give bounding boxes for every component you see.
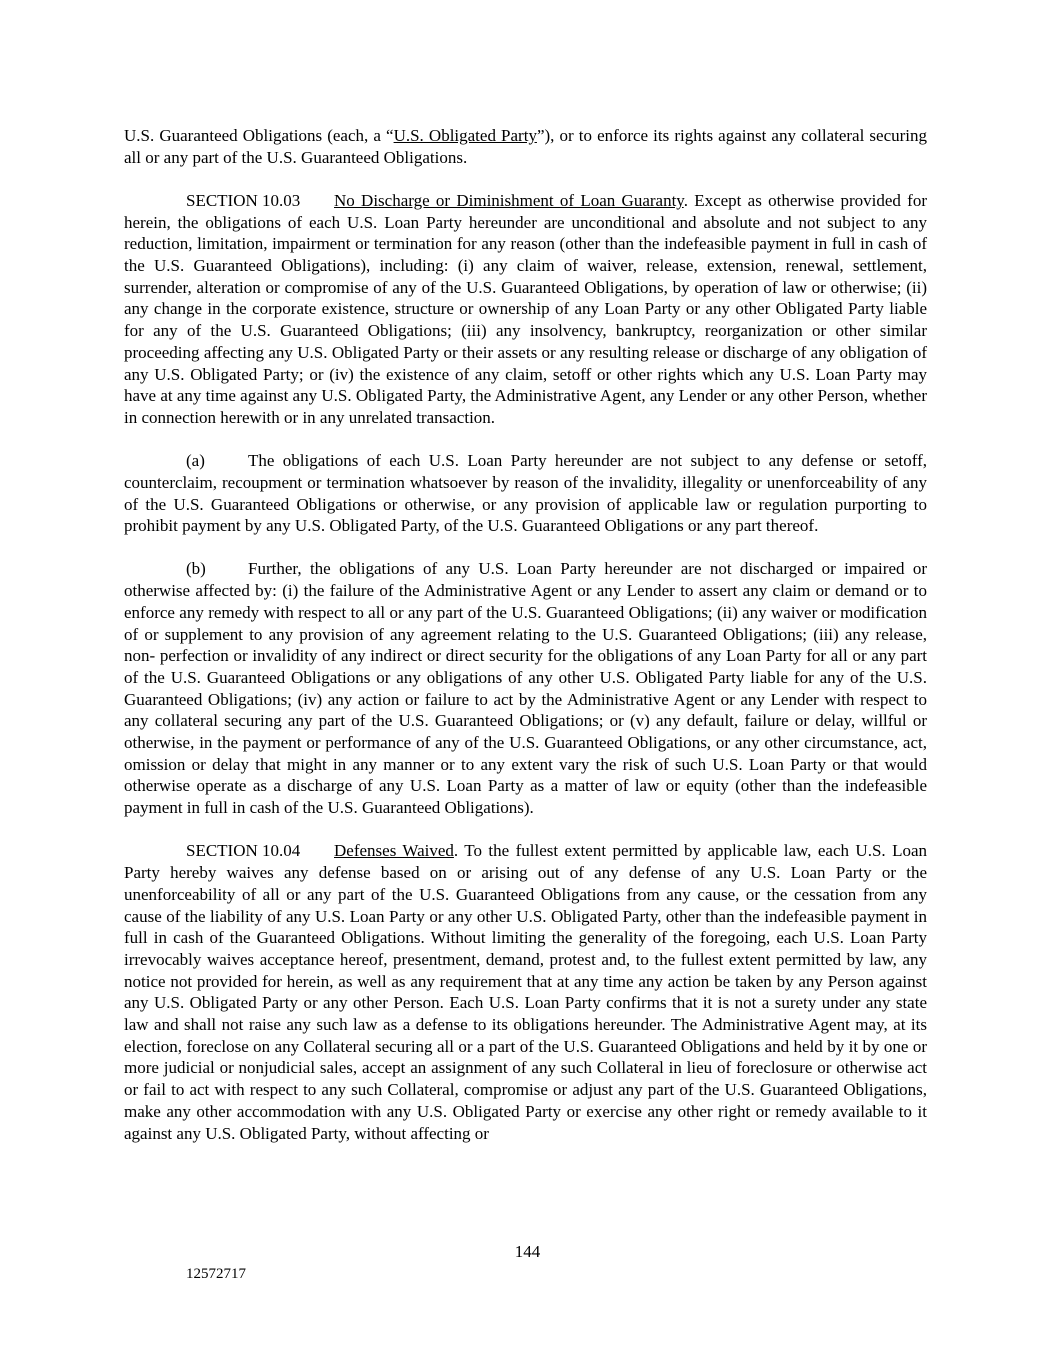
continuation-pre: U.S. Guaranteed Obligations (each, a “	[124, 126, 394, 145]
section-10-04-paragraph	[124, 840, 927, 1144]
clause-a-body: The obligations of each U.S. Loan Party hereunder are not subject to any defense or setoff, counterclaim, recoupment or termination whatsoever by reason of the invalidity, illegality or unenforceability of any of the U.S. Guaranteed Obligations or otherwise, or any provision of applicable law or regulation purporting to prohibit payment by any U.S. Obligated Party, of the U.S. Guaranteed Obligations or any part thereof.	[124, 451, 927, 536]
section-10-03-title: No Discharge or Diminishment of Loan Guaranty	[334, 190, 684, 210]
section-10-04-number: SECTION 10.04	[186, 841, 301, 861]
clause-a-label: (a)	[186, 451, 205, 471]
continuation-paragraph	[124, 125, 927, 168]
section-10-04-body: . To the fullest extent permitted by applicable law, each U.S. Loan Party hereby waives any defense based on or arising out of any defense of any U.S. Loan Party or the unenforceability of all or any part of the U.S. Guaranteed Obligations from any cause, or the cessation from any cause of the liability of any U.S. Loan Party or any other U.S. Obligated Party, other than the indefeasible payment in full in cash of the Guaranteed Obligations. Without limiting the generality of the foregoing, each U.S. Loan Party irrevocably waives acceptance hereof, presentment, demand, protest and, to the fullest extent permitted by law, any notice not provided for herein, as well as any requirement that at any time any action be taken by any Person against any U.S. Obligated Party or any other Person. Each U.S. Loan Party confirms that it is not a surety under any state law and shall not raise any such law as a defense to its obligations hereunder. The Administrative Agent may, at its election, foreclose on any Collateral securing all or a part of the U.S. Guaranteed Obligations and held by it by one or more judicial or nonjudicial sales, accept an assignment of any such Collateral in lieu of foreclosure or otherwise act or fail to act with respect to any such Collateral, compromise or adjust any part of the U.S. Guaranteed Obligations, make any other accommodation with any U.S. Obligated Party or exercise any other right or remedy available to it against any U.S. Obligated Party, without affecting or	[124, 841, 927, 1143]
section-10-03-paragraph	[124, 190, 927, 429]
clause-b-label: (b)	[186, 559, 206, 579]
section-10-03-number: SECTION 10.03	[186, 190, 301, 210]
continuation-post: ”), or to enforce its rights against any collateral securing all or any part of the U.S. Guaranteed Obligations.	[124, 126, 928, 167]
section-10-03-body: . Except as otherwise provided for herein, the obligations of each U.S. Loan Party hereunder are unconditional and absolute and not subject to any reduction, limitation, impairment or termination for any reason (other than the indefeasible payment in full in cash of the U.S. Guaranteed Obligations), including: (i) any claim of waiver, release, extension, renewal, settlement, surrender, alteration or compromise of any of the U.S. Guaranteed Obligations, by operation of law or otherwise; (ii) any change in the corporate existence, structure or ownership of any Loan Party or any other Obligated Party liable for any of the U.S. Guaranteed Obligations; (iii) any insolvency, bankruptcy, reorganization or other similar proceeding affecting any U.S. Obligated Party or their assets or any resulting release or discharge of any obligation of any U.S. Obligated Party; or (iv) the existence of any claim, setoff or other rights which any U.S. Loan Party may have at any time against any U.S. Obligated Party, the Administrative Agent, any Lender or any other Person, whether in connection herewith or in any unrelated transaction.	[124, 190, 927, 427]
document-id: 12572717	[186, 1266, 246, 1282]
defined-term-us-obligated-party: U.S. Obligated Party	[393, 126, 537, 145]
clause-b-body: Further, the obligations of any U.S. Loan Party hereunder are not discharged or impaired or otherwise affected by: (i) the failure of the Administrative Agent or any Lender to assert any claim or demand or to enforce any remedy with respect to all or any part of the U.S. Guaranteed Obligations; (ii) any waiver or modification of or supplement to any provision of any agreement relating to the U.S. Guaranteed Obligations; (iii) any release, non- perfection or invalidity of any indirect or direct security for the obligations of any Loan Party for all or any part of the U.S. Guaranteed Obligations or any obligations of any other U.S. Obligated Party liable for any of the U.S. Guaranteed Obligations; (iv) any action or failure to act by the Administrative Agent or any Lender with respect to any collateral securing any part of the U.S. Guaranteed Obligations; or (v) any default, failure or delay, willful or otherwise, in the payment or performance of any of the U.S. Guaranteed Obligations, or any other circumstance, act, omission or delay that might in any manner or to any extent vary the risk of such U.S. Loan Party or that would otherwise operate as a discharge of any U.S. Loan Party as a matter of law or equity (other than the indefeasible payment in full in cash of the U.S. Guaranteed Obligations).	[124, 559, 927, 818]
clause-b-paragraph	[124, 558, 927, 818]
page-number: 144	[514, 1242, 541, 1261]
section-10-04-title: Defenses Waived	[334, 841, 454, 861]
clause-a-paragraph	[124, 450, 927, 537]
document-body	[124, 125, 927, 1166]
